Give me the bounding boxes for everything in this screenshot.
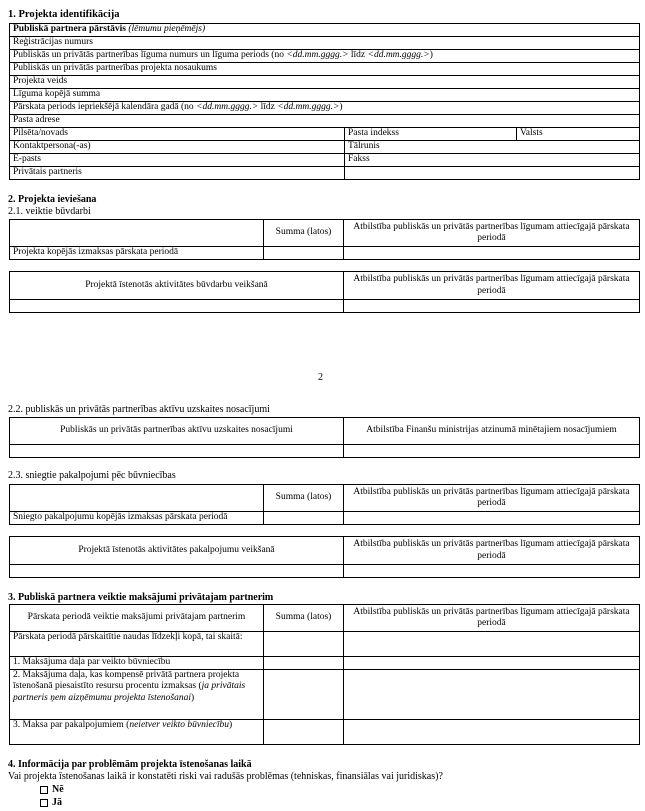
services-costs-cell: Sniegto pakalpojumu kopējās izmaksas pārskata periodā bbox=[10, 512, 264, 525]
page-number: 2 bbox=[318, 372, 323, 383]
subsection-2-2: 2.2. publiskās un privātās partnerības aktīvu uzskaites nosacījumi bbox=[8, 404, 270, 415]
reg-row: Reģistrācijas numurs bbox=[10, 37, 640, 50]
match-header: Atbilstība publiskās un privātās partnerības līgumam attiecīgajā pārskata periodā bbox=[344, 220, 640, 247]
checkbox-icon[interactable] bbox=[40, 786, 48, 794]
match-header: Atbilstība publiskās un privātās partnerības līgumam attiecīgajā pārskata periodā bbox=[344, 537, 640, 565]
activities-build-header: Projektā īstenotās aktivitātes būvdarbu veikšanā bbox=[10, 272, 344, 300]
section-1-heading: 1. Projekta identifikācija bbox=[8, 9, 120, 20]
partner-row: Publiskā partnera pārstāvis (lēmumu pieņēmējs) bbox=[10, 24, 640, 37]
address-row: Pasta adrese bbox=[10, 115, 640, 128]
activities-services-header: Projektā īstenotās aktivitātes pakalpojumu veikšanā bbox=[10, 537, 344, 565]
match-header: Atbilstība publiskās un privātās partnerības līgumam attiecīgajā pārskata periodā bbox=[344, 272, 640, 300]
postal-cell: Pasta indekss bbox=[345, 128, 517, 141]
section-3-heading: 3. Publiskā partnera veiktie maksājumi privātajam partnerim bbox=[8, 592, 274, 603]
section-2-heading: 2. Projekta ieviešana bbox=[8, 194, 97, 205]
sum-header: Summa (latos) bbox=[264, 220, 344, 247]
private-cell: Privātais partneris bbox=[10, 167, 345, 180]
item-1-cell: 1. Maksājuma daļa par veikto būvniecību bbox=[10, 657, 264, 670]
payments-header: Pārskata periodā veiktie maksājumi privātajam partnerim bbox=[10, 605, 264, 632]
item-3-cell: 3. Maksa par pakalpojumiem (neietver veikto būvniecību) bbox=[10, 720, 264, 745]
payments-table bbox=[9, 604, 640, 745]
contract-row: Publiskās un privātās partnerības līguma numurs un līguma periods (no <dd.mm.gggg.> līdz <dd.mm.gggg.>) bbox=[10, 50, 640, 63]
asset-cond-header: Publiskās un privātās partnerības aktīvu uzskaites nosacījumi bbox=[10, 418, 344, 445]
services-table bbox=[9, 484, 640, 525]
subsection-2-1: 2.1. veiktie būvdarbi bbox=[8, 206, 91, 217]
city-cell: Pilsēta/novads bbox=[10, 128, 345, 141]
fax-cell: Fakss bbox=[345, 154, 640, 167]
option-yes[interactable]: Jā bbox=[40, 797, 62, 809]
period-row: Pārskata periods iepriekšējā kalendāra gadā (no <dd.mm.gggg.> līdz <dd.mm.gggg.>) bbox=[10, 102, 640, 115]
paid-total-cell: Pārskata periodā pārskaitītie naudas līdzekļi kopā, tai skaitā: bbox=[10, 632, 264, 657]
email-cell: E-pasts bbox=[10, 154, 345, 167]
item-2-cell: 2. Maksājuma daļa, kas kompensē privātā partnera projekta īstenošanā piesaistīto resursu procentu izmaksas (ja privātais partneris ņem aizņēmumu projekta īstenošanai) bbox=[10, 670, 264, 720]
subsection-2-3: 2.3. sniegtie pakalpojumi pēc būvniecības bbox=[8, 470, 176, 481]
option-no[interactable]: Nē bbox=[40, 784, 64, 796]
construction-table bbox=[9, 219, 640, 260]
phone-cell: Tālrunis bbox=[345, 141, 640, 154]
section-4-heading: 4. Informācija par problēmām projekta īstenošanas laikā bbox=[8, 759, 252, 770]
type-row: Projekta veids bbox=[10, 76, 640, 89]
total-row: Līguma kopējā summa bbox=[10, 89, 640, 102]
match-header: Atbilstība publiskās un privātās partnerības līgumam attiecīgajā pārskata periodā bbox=[344, 605, 640, 632]
checkbox-icon[interactable] bbox=[40, 799, 48, 807]
match-header: Atbilstība publiskās un privātās partnerības līgumam attiecīgajā pārskata periodā bbox=[344, 485, 640, 512]
asset-table bbox=[9, 417, 640, 458]
contact-cell: Kontaktpersona(-as) bbox=[10, 141, 345, 154]
build-activities-table bbox=[9, 271, 640, 313]
question-text: Vai projekta īstenošanas laikā ir konstatēti riski vai radušās problēmas (tehniskas, finansiālas vai juridiskas)? bbox=[8, 771, 443, 782]
project-name-row: Publiskās un privātās partnerības projekta nosaukums bbox=[10, 63, 640, 76]
costs-cell: Projekta kopējās izmaksas pārskata periodā bbox=[10, 247, 264, 260]
country-cell: Valsts bbox=[517, 128, 640, 141]
service-activities-table bbox=[9, 536, 640, 578]
sum-header: Summa (latos) bbox=[264, 605, 344, 632]
fm-match-header: Atbilstība Finanšu ministrijas atzinumā minētajiem nosacījumiem bbox=[344, 418, 640, 445]
sum-header: Summa (latos) bbox=[264, 485, 344, 512]
identification-table bbox=[9, 23, 640, 180]
